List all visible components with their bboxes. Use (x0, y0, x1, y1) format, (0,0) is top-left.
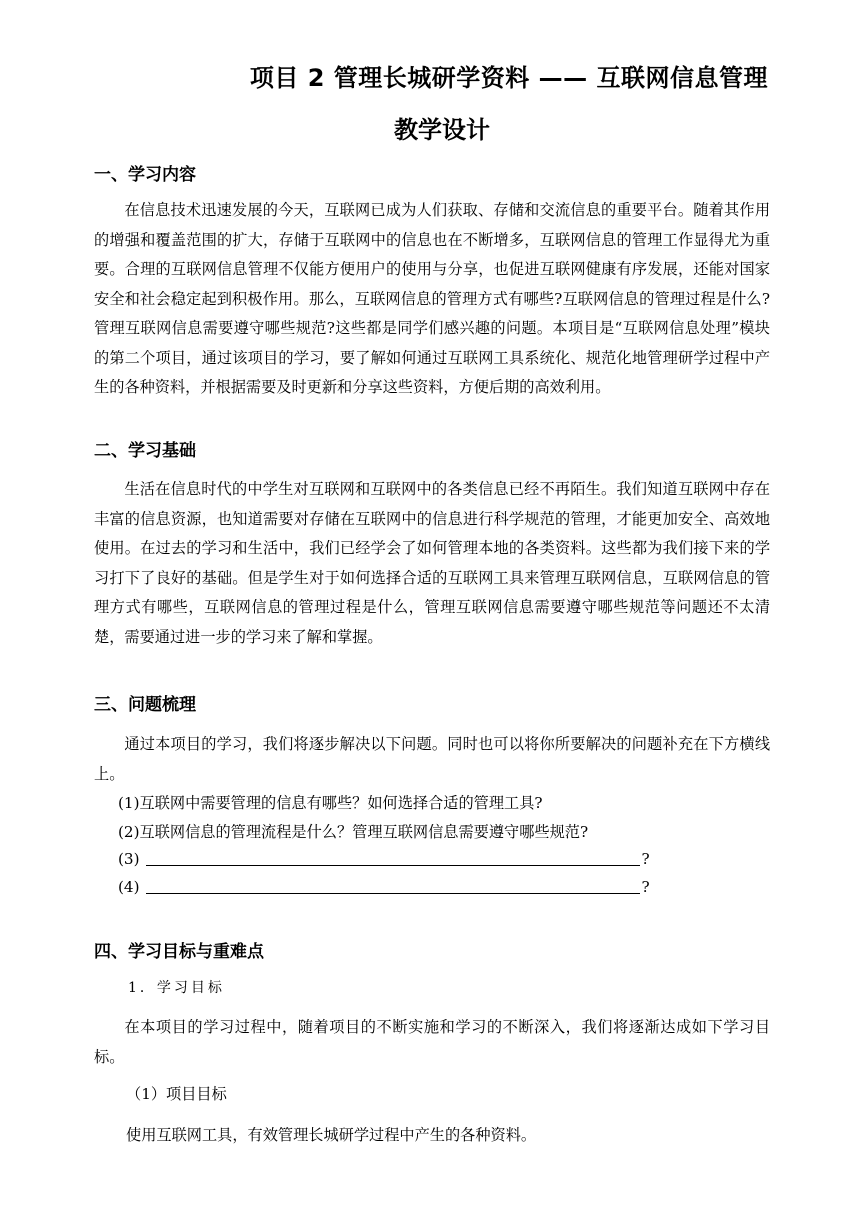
question-item-4-blank[interactable] (146, 877, 640, 894)
question-item-3 (118, 849, 650, 868)
subsection-project-goal: （1）项目目标 (126, 1085, 227, 1103)
document-title-line1: 项目 2 管理长城研学资料 —— 互联网信息管理 (249, 64, 768, 92)
subsection-learning-goals: 1．学习目标 (128, 980, 225, 996)
question-item-4-end: ? (641, 878, 650, 896)
question-item-2: (2)互联网信息的管理流程是什么？管理互联网信息需要遵守哪些规范? (118, 823, 589, 841)
question-item-3-label: (3) (118, 850, 140, 868)
project-goal-text: 使用互联网工具，有效管理长城研学过程中产生的各种资料。 (126, 1126, 537, 1144)
document-title-line2: 教学设计 (394, 116, 490, 144)
question-item-3-blank[interactable] (146, 849, 640, 866)
section-paragraph-learning-content: 在信息技术迅速发展的今天，互联网已成为人们获取、存储和交流信息的重要平台。随着其作用的增强和覆盖范围的扩大，存储于互联网中的信息也在不断增多，互联网信息的管理工作显得尤为重要。合理的互联网信息管理不仅能方便用户的使用与分享，也促进互联网健康有序发展，还能对国家安全和社会稳定起到积极作用。那么，互联网信息的管理方式有哪些?互联网信息的管理过程是什么?管理互联网信息需要遵守哪些规范?这些都是同学们感兴趣的问题。本项目是“互联网信息处理”模块的第二个项目，通过该项目的学习，要了解如何通过互联网工具系统化、规范化地管理研学过程中产生的各种资料，并根据需要及时更新和分享这些资料，方便后期的高效利用。 (94, 201, 770, 396)
question-item-1: (1)互联网中需要管理的信息有哪些？如何选择合适的管理工具? (118, 794, 543, 812)
section-heading-problem-sorting: 三、问题梳理 (94, 695, 196, 715)
section-paragraph-goals: 在本项目的学习过程中，随着项目的不断实施和学习的不断深入，我们将逐渐达成如下学习目标。 (94, 1018, 770, 1066)
question-item-4-label: (4) (118, 878, 140, 896)
section-heading-learning-basis: 二、学习基础 (94, 441, 196, 461)
section-heading-learning-content: 一、学习内容 (94, 165, 196, 185)
question-item-3-end: ? (641, 850, 650, 868)
section-paragraph-problem-sorting: 通过本项目的学习，我们将逐步解决以下问题。同时也可以将你所要解决的问题补充在下方横线上。 (94, 735, 770, 783)
section-heading-goals: 四、学习目标与重难点 (94, 942, 264, 962)
question-item-4 (118, 877, 650, 896)
section-paragraph-learning-basis: 生活在信息时代的中学生对互联网和互联网中的各类信息已经不再陌生。我们知道互联网中存在丰富的信息资源，也知道需要对存储在互联网中的信息进行科学规范的管理，才能更加安全、高效地使用。在过去的学习和生活中，我们已经学会了如何管理本地的各类资料。这些都为我们接下来的学习打下了良好的基础。但是学生对于如何选择合适的互联网工具来管理互联网信息，互联网信息的管理方式有哪些，互联网信息的管理过程是什么，管理互联网信息需要遵守哪些规范等问题还不太清楚，需要通过进一步的学习来了解和掌握。 (94, 480, 770, 646)
